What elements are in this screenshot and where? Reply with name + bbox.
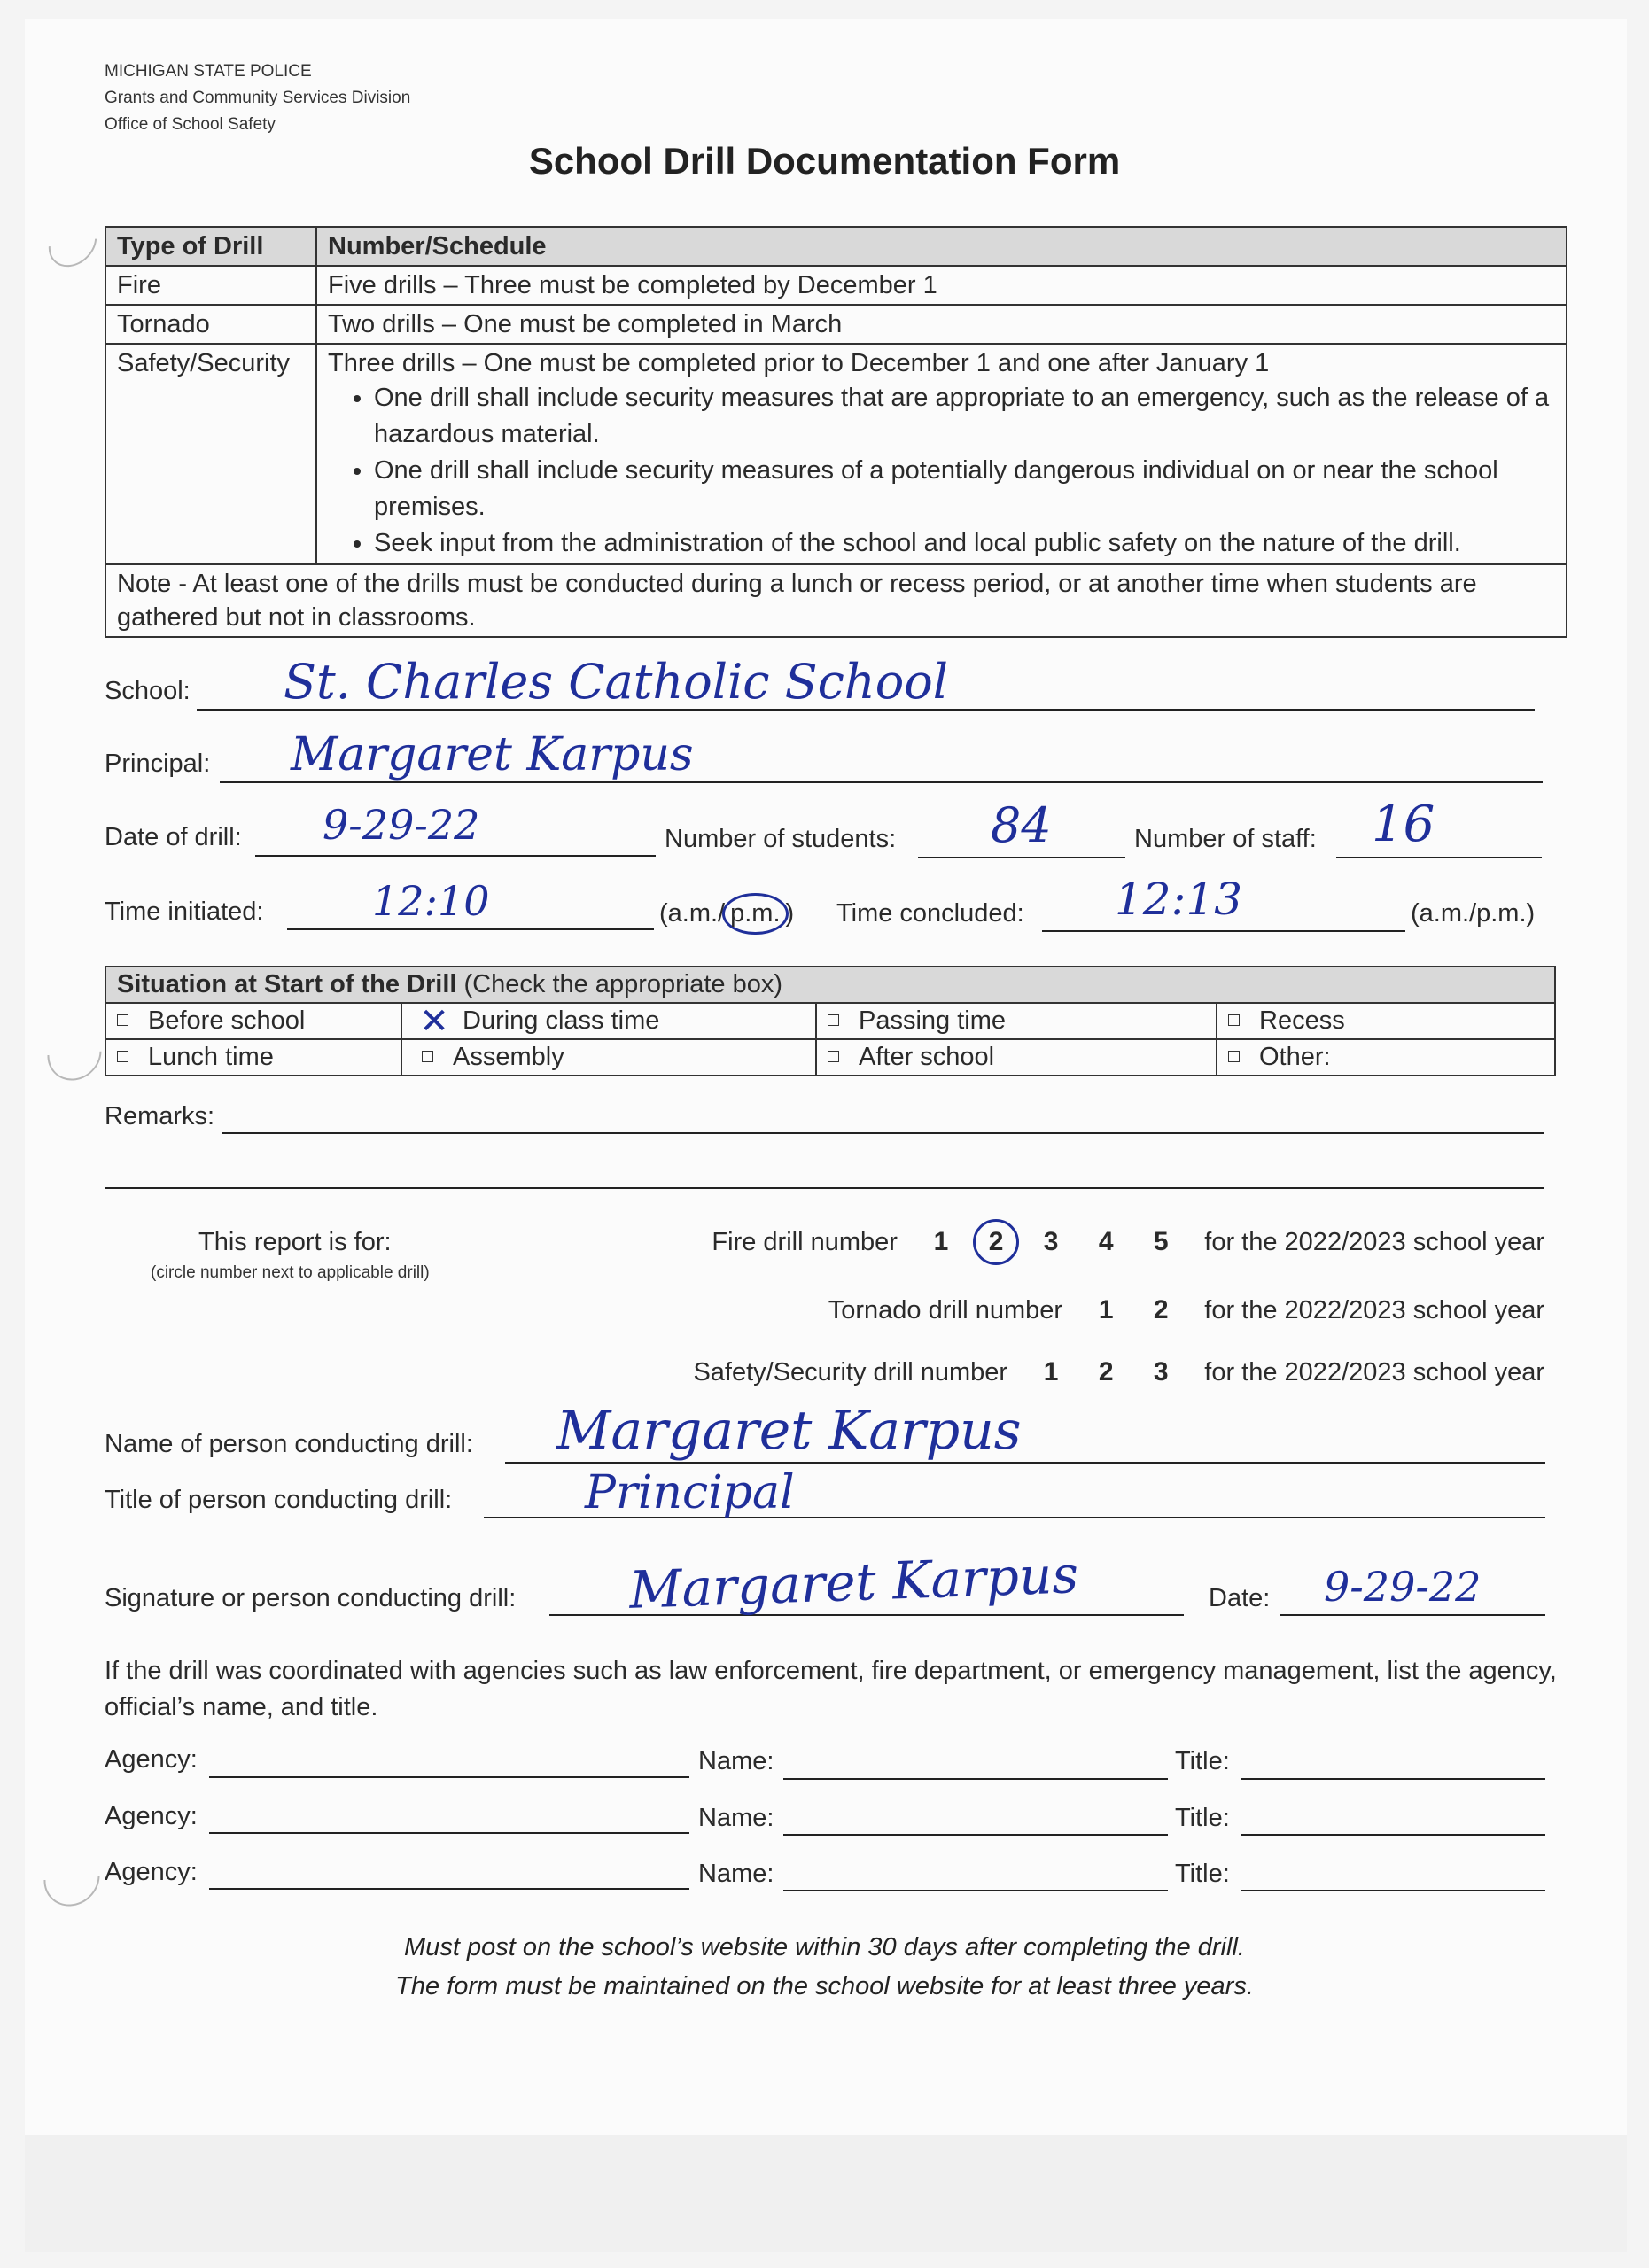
drill-schedule: Three drills – One must be completed prior to December 1 and one after January 1 (328, 349, 1270, 377)
school-input[interactable]: St. Charles Catholic School (284, 654, 948, 710)
time-initiated-line (287, 928, 654, 930)
situation-row (105, 1039, 1555, 1076)
drill-type: Safety/Security (105, 344, 316, 564)
checkbox[interactable] (828, 1014, 839, 1026)
situation-table (105, 966, 1556, 1076)
remarks-label: Remarks: (105, 1102, 215, 1130)
name-input[interactable] (783, 1890, 1168, 1891)
col-type-header: Type of Drill (105, 227, 316, 266)
scan-margin (25, 2135, 1627, 2252)
fire-num-5[interactable]: 5 (1153, 1227, 1169, 1256)
fire-num-1[interactable]: 1 (933, 1227, 949, 1256)
principal-label: Principal: (105, 750, 211, 778)
option-label: Before school (148, 1006, 306, 1035)
principal-line (220, 781, 1543, 783)
signature-date-input[interactable]: 9-29-22 (1324, 1563, 1482, 1611)
signature-input[interactable]: Margaret Karpus (627, 1544, 1080, 1620)
option-after-school[interactable] (816, 1039, 1217, 1076)
title-label: Title: (1175, 1860, 1230, 1888)
time-concluded-input[interactable]: 12:13 (1115, 874, 1243, 925)
agency-input[interactable] (209, 1776, 689, 1778)
conductor-name-line (505, 1462, 1545, 1464)
signature-date-label: Date: (1209, 1584, 1271, 1612)
tornado-drill-row (828, 1295, 1544, 1325)
col-schedule-header: Number/Schedule (316, 227, 1567, 266)
table-row (105, 344, 1567, 564)
situation-header (105, 967, 1555, 1003)
checkbox[interactable] (828, 1051, 839, 1062)
safety-num-1[interactable]: 1 (1043, 1357, 1059, 1386)
staff-input[interactable]: 16 (1372, 796, 1435, 853)
header-agency: MICHIGAN STATE POLICE (105, 62, 312, 81)
situation-row (105, 1003, 1555, 1039)
coordination-text: If the drill was coordinated with agencies such as law enforcement, fire department, or emergency management, list the agency, official’s name, and title. (105, 1657, 1557, 1721)
agency-label: Agency: (105, 1745, 198, 1774)
checkbox[interactable] (117, 1051, 128, 1062)
footer-line-1: Must post on the school’s website within 30 days after completing the drill. (404, 1933, 1245, 1961)
situation-title: Situation at Start of the Drill (117, 970, 457, 998)
header-division: Grants and Community Services Division (105, 89, 411, 107)
tornado-num-2[interactable]: 2 (1153, 1295, 1169, 1324)
name-input[interactable] (783, 1778, 1168, 1780)
safety-num-2[interactable]: 2 (1098, 1357, 1114, 1386)
date-line (255, 855, 656, 857)
report-label: This report is for: (198, 1228, 392, 1256)
title-input[interactable] (1241, 1834, 1545, 1836)
fire-num-3[interactable]: 3 (1043, 1227, 1059, 1256)
name-label: Name: (698, 1804, 774, 1832)
option-passing-time[interactable] (816, 1003, 1217, 1039)
checked-x-icon[interactable]: ✕ (419, 1002, 449, 1042)
conductor-name-input[interactable]: Margaret Karpus (556, 1400, 1022, 1462)
fire-num-2[interactable] (972, 1226, 1020, 1258)
name-label: Name: (698, 1860, 774, 1888)
option-label: During class time (463, 1006, 660, 1035)
drill-type: Tornado (105, 305, 316, 344)
fire-drill-row (712, 1226, 1544, 1258)
time-initiated-input[interactable]: 12:10 (372, 877, 490, 925)
table-row (105, 266, 1567, 305)
conductor-name-label: Name of person conducting drill: (105, 1430, 473, 1458)
title-label: Title: (1175, 1804, 1230, 1832)
ampm-label: (a.m./p.m.) (1411, 899, 1536, 928)
conductor-title-label: Title of person conducting drill: (105, 1486, 453, 1514)
agency-input[interactable] (209, 1888, 689, 1890)
date-input[interactable]: 9-29-22 (323, 801, 480, 849)
option-other[interactable] (1217, 1039, 1555, 1076)
conductor-title-input[interactable]: Principal (585, 1466, 795, 1519)
students-input[interactable]: 84 (991, 797, 1052, 853)
header-office: Office of School Safety (105, 115, 276, 134)
bullet-item: • One drill shall include security measures of a potentially dangerous individual on or near the school premises. (374, 453, 1555, 525)
safety-bullets (328, 380, 1555, 562)
checkbox[interactable] (422, 1051, 433, 1062)
agency-input[interactable] (209, 1832, 689, 1834)
checkbox[interactable] (1228, 1051, 1240, 1062)
agency-label: Agency: (105, 1858, 198, 1886)
option-recess[interactable] (1217, 1003, 1555, 1039)
option-during-class[interactable] (401, 1002, 816, 1042)
fire-num-4[interactable]: 4 (1098, 1227, 1114, 1256)
name-input[interactable] (783, 1834, 1168, 1836)
form-title: School Drill Documentation Form (528, 140, 1121, 182)
time-concluded-line (1042, 930, 1405, 932)
students-line (918, 857, 1125, 858)
drill-type: Fire (105, 266, 316, 305)
situation-hint: (Check the appropriate box) (456, 970, 782, 998)
safety-drill-label: Safety/Security drill number (693, 1358, 1008, 1386)
option-label: Lunch time (148, 1043, 274, 1071)
time-concluded-label: Time concluded: (836, 899, 1024, 928)
bullet-item: • Seek input from the administration of the school and local public safety on the nature of the drill. (374, 525, 1555, 562)
ampm-choice (659, 899, 794, 928)
title-label: Title: (1175, 1747, 1230, 1775)
safety-drill-row (693, 1357, 1544, 1387)
date-label: Date of drill: (105, 823, 242, 851)
tornado-drill-label: Tornado drill number (828, 1296, 1063, 1324)
footer-line-2: The form must be maintained on the school website for at least three years. (395, 1972, 1254, 2000)
note-row (105, 564, 1567, 637)
safety-num-3[interactable]: 3 (1153, 1357, 1169, 1386)
title-input[interactable] (1241, 1778, 1545, 1780)
staff-line (1336, 857, 1542, 858)
time-initiated-label: Time initiated: (105, 897, 264, 926)
drill-schedule-cell (316, 344, 1567, 564)
principal-input[interactable]: Margaret Karpus (291, 728, 694, 781)
remarks-line[interactable] (222, 1132, 1544, 1134)
bullet-item: • One drill shall include security measures that are appropriate to an emergency, such as the release of a hazardous material. (374, 380, 1555, 453)
students-label: Number of students: (665, 825, 897, 853)
drill-schedule: Two drills – One must be completed in March (316, 305, 1567, 344)
fire-num-2-circled[interactable]: 2 (973, 1219, 1019, 1265)
option-before-school[interactable] (105, 1003, 401, 1039)
safety-year-text: for the 2022/2023 school year (1204, 1358, 1544, 1386)
report-hint: (circle number next to applicable drill) (151, 1263, 430, 1282)
checkbox[interactable] (117, 1014, 128, 1026)
table-row (105, 305, 1567, 344)
drill-requirements-table (105, 226, 1567, 638)
pm-option-circled[interactable]: p.m. (722, 893, 788, 935)
option-label: Recess (1259, 1006, 1345, 1035)
fire-drill-label: Fire drill number (712, 1228, 898, 1256)
option-label: Assembly (453, 1043, 564, 1071)
option-assembly[interactable] (401, 1039, 816, 1076)
school-label: School: (105, 677, 191, 705)
situation-title-cell (105, 967, 1555, 1003)
checkbox[interactable] (1228, 1014, 1240, 1026)
drill-note: Note - At least one of the drills must be conducted during a lunch or recess period, or at another time when students are gathered but not in classrooms. (105, 564, 1567, 637)
name-label: Name: (698, 1747, 774, 1775)
am-option: (a.m./ (659, 899, 726, 928)
remarks-line[interactable] (105, 1187, 1544, 1189)
agency-label: Agency: (105, 1802, 198, 1830)
signature-date-line (1280, 1614, 1545, 1616)
fire-year-text: for the 2022/2023 school year (1204, 1228, 1544, 1256)
drill-schedule: Five drills – Three must be completed by December 1 (316, 266, 1567, 305)
option-label: After school (859, 1043, 995, 1071)
option-label: Passing time (859, 1006, 1007, 1035)
tornado-year-text: for the 2022/2023 school year (1204, 1296, 1544, 1324)
staff-label: Number of staff: (1134, 825, 1317, 853)
option-label: Other: (1259, 1043, 1331, 1071)
tornado-num-1[interactable]: 1 (1098, 1295, 1114, 1324)
table-header-row (105, 227, 1567, 266)
ampm-close: ) (785, 899, 795, 928)
signature-label: Signature or person conducting drill: (105, 1584, 517, 1612)
title-input[interactable] (1241, 1890, 1545, 1891)
option-lunch-time[interactable] (105, 1039, 401, 1076)
